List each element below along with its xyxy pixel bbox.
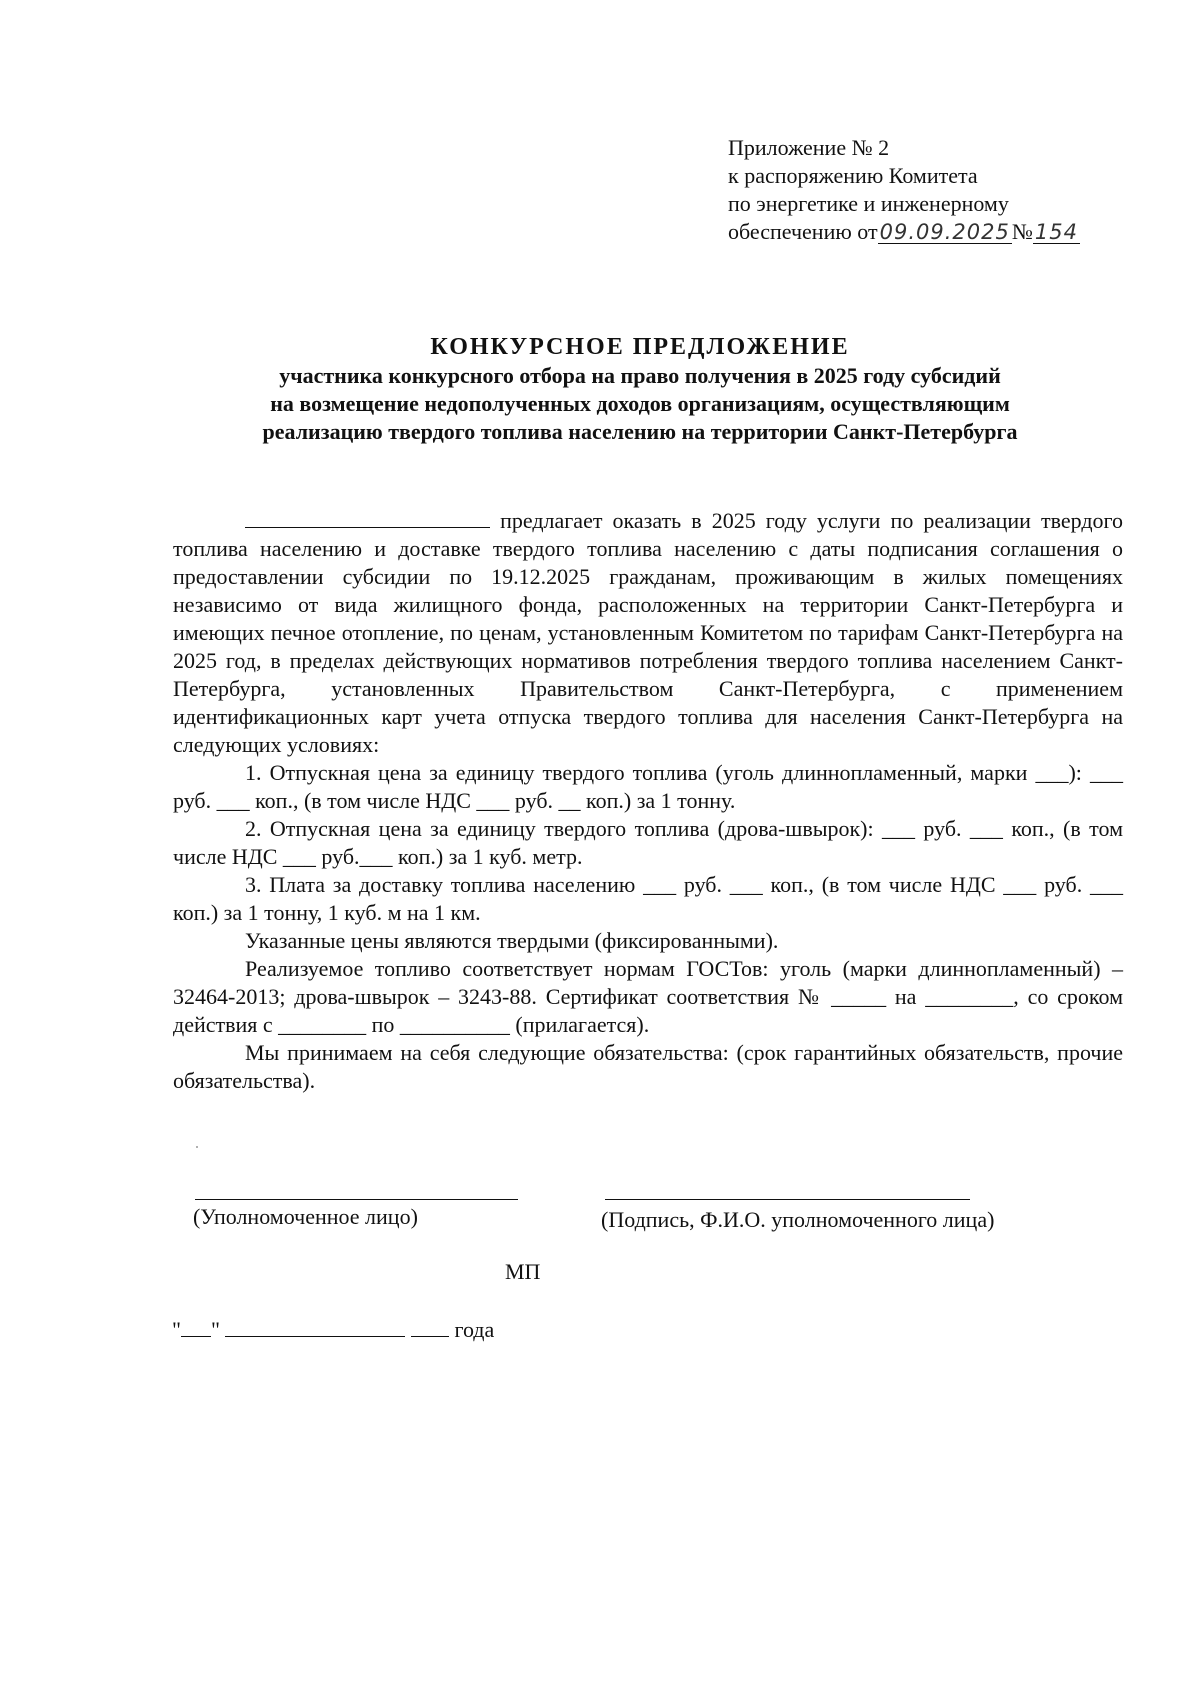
appendix-line-2: к распоряжению Комитета <box>728 163 978 188</box>
authorized-person-label: (Уполномоченное лицо) <box>193 1204 418 1229</box>
date-open-quote: " <box>172 1317 181 1342</box>
title-main: КОНКУРСНОЕ ПРЕДЛОЖЕНИЕ <box>430 334 850 360</box>
authorized-person-line <box>195 1199 518 1200</box>
day-blank <box>181 1316 211 1337</box>
document-body <box>173 507 1123 1095</box>
intro-paragraph <box>173 507 1123 759</box>
month-blank <box>225 1316 405 1337</box>
signature-name-label: (Подпись, Ф.И.О. уполномоченного лица) <box>601 1207 995 1232</box>
condition-item-2: 2. Отпускная цена за единицу твердого топлива (дрова-швырок): ___ руб. ___ коп., (в том числе НДС ___ руб.___ коп.) за 1 куб. метр. <box>173 816 1123 869</box>
stamp-place-label: МП <box>505 1259 541 1284</box>
appendix-header <box>728 134 1080 246</box>
organization-blank <box>245 507 490 528</box>
appendix-line-4 <box>728 218 1080 246</box>
condition-item-1: 1. Отпускная цена за единицу твердого топлива (уголь длиннопламенный, марки ___): ___ руб. ___ коп., (в том числе НДС ___ руб. __ коп.) за 1 тонну. <box>173 760 1123 813</box>
condition-item-3: 3. Плата за доставку топлива населению ___ руб. ___ коп., (в том числе НДС ___ руб. ___ коп.) за 1 тонну, 1 куб. м на 1 км. <box>173 872 1123 925</box>
title-line-1: участника конкурсного отбора на право получения в 2025 году субсидий <box>279 363 1001 388</box>
handwritten-date: 09.09.2025 <box>879 220 1010 244</box>
appendix-line-3: по энергетике и инженерному <box>728 191 1009 216</box>
signature-name-line <box>605 1199 970 1200</box>
obligations-paragraph: Мы принимаем на себя следующие обязательства: (срок гарантийных обязательств, прочие обязательства). <box>173 1040 1123 1093</box>
intro-text: предлагает оказать в 2025 году услуги по реализации твердого топлива населению и доставке твердого топлива населению с даты подписания соглашения о предоставлении субсидии по 19.12.2025 гражданам, проживающим в жилых помещениях независимо от вида жилищного фонда, расположенных на территории Санкт-Петербурга и имеющих печное отопление, по ценам, установленным Комитетом по тарифам Санкт-Петербурга на 2025 год, в пределах действующих нормативов потребления твердого топлива населением Санкт-Петербурга, установленных Правительством Санкт-Петербурга, с применением идентификационных карт учета отпуска твердого топлива для населения Санкт-Петербурга на следующих условиях: <box>173 508 1124 757</box>
date-suffix: года <box>454 1317 495 1342</box>
date-field <box>172 1316 494 1343</box>
title-line-3: реализацию твердого топлива населению на территории Санкт-Петербурга <box>262 419 1018 444</box>
handwritten-number: 154 <box>1034 220 1078 244</box>
fixed-prices-statement: Указанные цены являются твердыми (фиксированными). <box>245 928 779 953</box>
number-sign: № <box>1011 219 1033 244</box>
scan-speck <box>196 1146 198 1148</box>
date-close-quote: " <box>210 1317 220 1342</box>
title-line-2: на возмещение недополученных доходов организациям, осуществляющим <box>270 391 1010 416</box>
document-title <box>150 332 1130 446</box>
appendix-line-1: Приложение № 2 <box>728 135 890 160</box>
year-blank <box>411 1316 449 1337</box>
appendix-date-prefix: обеспечению от <box>728 219 878 244</box>
gost-paragraph: Реализуемое топливо соответствует нормам ГОСТов: уголь (марки длиннопламенный) – 32464-2013; дрова-швырок – 3243-88. Сертификат соответствия № _____ на ________, со сроком действия с ________ по __________ (прилагается). <box>173 956 1123 1037</box>
